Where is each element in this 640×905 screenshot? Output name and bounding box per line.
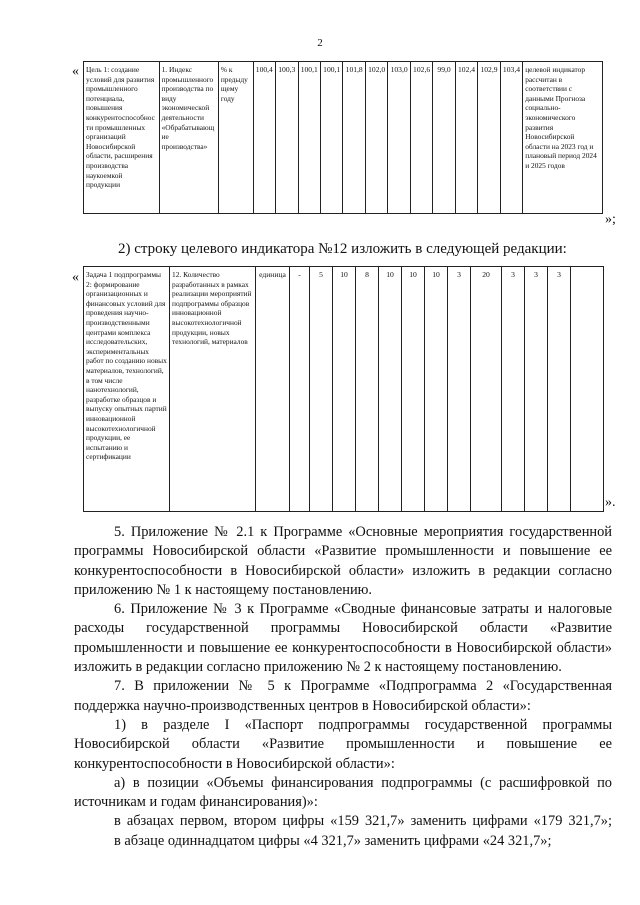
value-cell: 99,0	[433, 62, 455, 214]
open-quote-1: «	[72, 64, 79, 79]
value-cell: 102,6	[410, 62, 432, 214]
value-cell: 8	[356, 267, 379, 512]
value-cell: 103,0	[388, 62, 410, 214]
paragraph-7-1-a-2: в абзаце одиннадцатом цифры «4 321,7» заменить цифрами «24 321,7»;	[114, 832, 552, 849]
paragraph-6: 6. Приложение № 3 к Программе «Сводные финансовые затраты и налоговые расходы государственной программы Новосибирской области «Развитие промышленности и повышение ее конкурентоспособности в Новосибирской области» изложить в редакции согласно приложению № 2 к настоящему постановлению.	[74, 601, 612, 676]
paragraph-7-1: 1) в разделе I «Паспорт подпрограммы государственной программы Новосибирской области «Развитие промышленности и повышение ее конкурентоспособности в Новосибирской области»:	[74, 716, 612, 772]
indicator-table-1	[83, 61, 603, 214]
paragraph-7-1-a-1: в абзацах первом, втором цифры «159 321,7» заменить цифрами «179 321,7»;	[114, 813, 612, 830]
value-cell: 100,1	[320, 62, 342, 214]
section-heading: 2) строку целевого индикатора №12 изложить в следующей редакции:	[118, 241, 567, 257]
task-cell: Задача 1 подпрограммы 2: формирование организационных и финансовых условий для проведения научно-производственными центрами комплекса исследовательских, экспериментальных работ по созданию новых материалов, технологий, в том числе нанотехнологий, разработке образцов и выпуску опытных партий инновационной высокотехнологичной продукции, ее испытанию и сертификации	[84, 267, 170, 512]
value-cell: 103,4	[500, 62, 522, 214]
paragraph-7-1-a: а) в позиции «Объемы финансирования подпрограммы (с расшифровкой по источникам и годам финансирования)»:	[74, 774, 612, 811]
value-cell: 10	[402, 267, 425, 512]
value-cell: 3	[525, 267, 548, 512]
value-cell: 10	[425, 267, 448, 512]
open-quote-2: «	[72, 270, 79, 285]
value-cell: 100,4	[253, 62, 275, 214]
value-cell: 10	[333, 267, 356, 512]
value-cell: 3	[502, 267, 525, 512]
value-cell: 5	[310, 267, 333, 512]
indicator-cell: 1. Индекс промышленного производства по виду экономической деятельности «Обрабатывающие производства»	[159, 62, 218, 214]
value-cell: 102,0	[365, 62, 387, 214]
value-cell: 20	[471, 267, 502, 512]
indicator-cell: 12. Количество разработанных в рамках реализации мероприятий подпрограммы образцов инновационной высокотехнологичной продукции, новых технологий, материалов	[170, 267, 256, 512]
close-quote-1: »;	[605, 212, 616, 227]
value-cell: 100,1	[298, 62, 320, 214]
value-cell: 100,3	[276, 62, 298, 214]
indicator-table-2	[83, 266, 604, 512]
body-text	[74, 523, 612, 851]
value-cell: -	[290, 267, 310, 512]
paragraph-7: 7. В приложении № 5 к Программе «Подпрограмма 2 «Государственная поддержка научно-производственных центров в Новосибирской области»:	[74, 678, 612, 714]
unit-cell: единица	[256, 267, 290, 512]
note-cell: целевой индикатор рассчитан в соответствии с данными Прогноза социально-экономического развития Новосибирской области на 2023 год и плановый период 2024 и 2025 годов	[523, 62, 603, 214]
page-number: 2	[317, 37, 323, 49]
value-cell: 3	[448, 267, 471, 512]
paragraph-5: 5. Приложение № 2.1 к Программе «Основные мероприятия государственной программы Новосибирской области «Развитие промышленности и повышение ее конкурентоспособности в Новосибирской области» изложить в редакции согласно приложению № 1 к настоящему постановлению.	[74, 524, 612, 598]
unit-cell: % к предыдущему году	[218, 62, 253, 214]
value-cell: 101,8	[343, 62, 365, 214]
value-cell: 102,9	[478, 62, 500, 214]
goal-cell: Цель 1: создание условий для развития промышленного потенциала, повышения конкурентоспособности промышленных организаций Новосибирской области, расширения производства наукоемкой продукции	[84, 62, 160, 214]
value-cell: 3	[548, 267, 571, 512]
empty-cell	[571, 267, 604, 512]
close-quote-2: ».	[605, 495, 616, 510]
value-cell: 102,4	[455, 62, 477, 214]
value-cell: 10	[379, 267, 402, 512]
